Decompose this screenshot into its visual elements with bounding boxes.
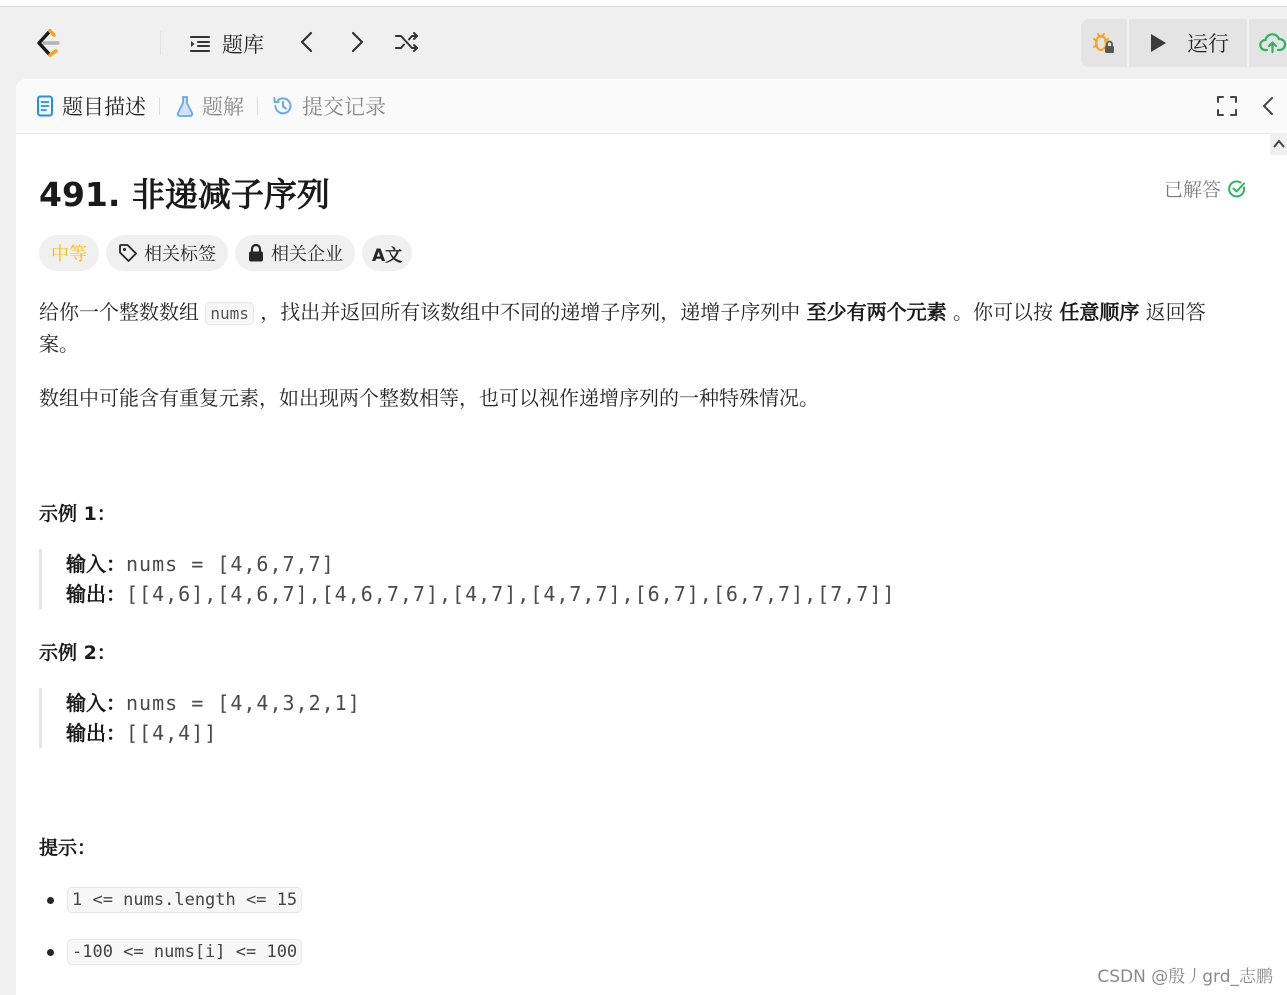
desc-text: 。你可以按 <box>946 300 1060 324</box>
navbar-divider <box>160 31 161 55</box>
bullet-icon <box>47 949 54 956</box>
input-key: 输入： <box>66 691 126 715</box>
run-label: 运行 <box>1187 32 1229 56</box>
tab-submissions-label: 提交记录 <box>302 95 386 119</box>
tab-solutions-label: 题解 <box>202 95 244 119</box>
next-problem-button[interactable] <box>346 29 368 55</box>
tab-submissions[interactable] <box>272 79 386 133</box>
description-paragraph-1 <box>39 297 1244 360</box>
tab-solutions[interactable] <box>176 79 244 133</box>
output-value: [[4,4]] <box>126 721 218 745</box>
fullscreen-icon <box>1216 95 1238 117</box>
check-circle-icon <box>1227 179 1247 199</box>
desc-text: 返回答案。 <box>39 300 1206 356</box>
example-2-block <box>39 688 1166 748</box>
hints-heading: 提示： <box>39 837 97 859</box>
chevron-right-icon <box>346 29 368 55</box>
example-output-line <box>66 718 1166 748</box>
example-input-line <box>66 688 1166 718</box>
related-tags-label: 相关标签 <box>144 244 216 265</box>
solved-status <box>1164 175 1247 202</box>
solved-label: 已解答 <box>1163 179 1221 201</box>
caret-up-icon <box>1273 139 1285 149</box>
translate-button[interactable] <box>362 235 412 271</box>
play-icon <box>1147 31 1169 55</box>
flask-icon <box>176 95 194 117</box>
fullscreen-button[interactable] <box>1216 95 1238 121</box>
example-1-block <box>39 549 1166 609</box>
constraint-code: 1 <= nums.length <= 15 <box>67 887 302 913</box>
collapse-panel-button[interactable] <box>1260 95 1276 121</box>
chevron-left-icon <box>296 29 318 55</box>
problemset-label: 题库 <box>222 33 264 57</box>
problem-panel <box>16 79 1287 995</box>
desc-bold-text: 至少有两个元素 <box>806 300 947 324</box>
tab-description-label: 题目描述 <box>62 95 146 119</box>
constraint-item <box>47 939 302 965</box>
tag-icon <box>118 243 138 263</box>
constraint-code: -100 <= nums[i] <= 100 <box>67 939 302 965</box>
input-value: nums = [4,6,7,7] <box>126 552 335 576</box>
tab-divider <box>159 97 160 115</box>
run-toolbar <box>1079 19 1287 67</box>
tab-description[interactable] <box>36 79 146 133</box>
desc-text: 给你一个整数数组 <box>39 300 206 324</box>
input-key: 输入： <box>66 552 126 576</box>
example-input-line <box>66 549 1166 579</box>
input-value: nums = [4,4,3,2,1] <box>126 691 361 715</box>
chevron-left-icon <box>1260 95 1276 117</box>
example-2-heading: 示例 2： <box>39 642 116 664</box>
list-indent-icon <box>188 32 212 56</box>
related-tags-button[interactable] <box>106 235 228 271</box>
leetcode-logo-icon[interactable] <box>30 25 66 61</box>
lock-icon <box>247 243 265 263</box>
constraint-item <box>47 887 302 913</box>
inline-code: nums <box>205 302 254 325</box>
problem-title: 491. 非递减子序列 <box>39 175 330 214</box>
bullet-icon <box>47 897 54 904</box>
desc-bold-text: 任意顺序 <box>1059 300 1140 324</box>
csdn-watermark: CSDN @殷丿grd_志鹏 <box>1097 967 1273 987</box>
cloud-upload-icon <box>1259 31 1287 55</box>
desc-text: ，找出并返回所有该数组中不同的递增子序列，递增子序列中 <box>253 300 807 324</box>
submit-button[interactable] <box>1249 19 1287 67</box>
scrollbar-up-arrow[interactable] <box>1270 133 1287 155</box>
random-problem-button[interactable] <box>393 29 421 55</box>
document-icon <box>36 95 54 117</box>
related-companies-label: 相关企业 <box>271 244 343 265</box>
debug-button[interactable] <box>1081 19 1127 67</box>
example-1-heading: 示例 1： <box>39 503 116 525</box>
prev-problem-button[interactable] <box>296 29 318 55</box>
history-icon <box>272 95 294 117</box>
example-output-line <box>66 579 1166 609</box>
run-button[interactable] <box>1129 19 1247 67</box>
difficulty-label: 中等 <box>51 244 87 265</box>
translate-icon: A文 <box>372 245 403 266</box>
problemset-button[interactable] <box>188 29 264 59</box>
related-companies-button[interactable] <box>235 235 355 271</box>
description-paragraph-2: 数组中可能含有重复元素，如出现两个整数相等，也可以视作递增序列的一种特殊情况。 <box>39 386 819 410</box>
window-top-edge <box>0 0 1287 7</box>
output-key: 输出： <box>66 721 126 745</box>
output-key: 输出： <box>66 582 126 606</box>
bug-lock-icon <box>1091 30 1117 56</box>
shuffle-icon <box>393 29 421 55</box>
output-value: [[4,6],[4,6,7],[4,6,7,7],[4,7],[4,7,7],[6,7],[6,7,7],[7,7]] <box>126 582 896 606</box>
problem-tags <box>39 235 419 271</box>
difficulty-badge <box>39 235 99 271</box>
tab-divider <box>257 97 258 115</box>
panel-tabbar <box>16 79 1287 134</box>
top-navbar <box>0 7 1287 79</box>
